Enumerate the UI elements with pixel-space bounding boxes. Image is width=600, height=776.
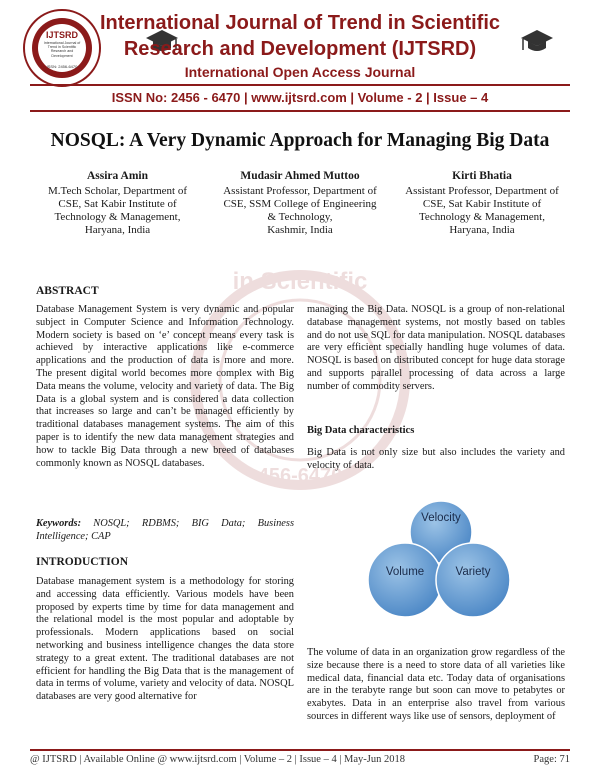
introduction-body: Database management system is a methodology for storing and accessing data efficiently. Various models have been proposed by experts time by time for data management and the relational model is the most popular and adoptable by professionals. Modern applications based on social networking and business intelligence changes the data store strategy to a great extent. The traditional databases are not efficient for handling the Big Data that is the management of data in terms of volume, variety and velocity of data. NOSQL databases are very good alternative for [36, 576, 294, 703]
author-affiliation: Haryana, India [84, 224, 151, 236]
author-affiliation: CSE, SSM College of Engineering [223, 198, 377, 210]
abstract-heading: ABSTRACT [36, 285, 99, 297]
journal-title-line1: International Journal of Trend in Scientific [99, 12, 501, 34]
author-affiliation: Kashmir, India [267, 224, 333, 236]
journal-title-line2: Research and Development (IJTSRD) [123, 38, 477, 60]
logo-issn: ISSN: 2456-6470 [46, 64, 78, 69]
author-1 [30, 170, 205, 237]
keywords-text: NOSQL; RDBMS; BIG Data; Business Intelligence; CAP [36, 518, 294, 542]
velocity-label: Velocity [421, 512, 461, 524]
keywords-label: Keywords: [36, 518, 82, 529]
paper-title: NOSQL: A Very Dynamic Approach for Managing Big Data [50, 130, 550, 151]
header-rule-bottom [30, 110, 570, 112]
variety-label: Variety [455, 566, 491, 578]
author-affiliation: M.Tech Scholar, Department of [48, 185, 187, 197]
big-data-3v-diagram [355, 498, 525, 628]
right-paragraph-1: managing the Big Data. NOSQL is a group of non-relational database management systems, not mostly based on tables and do not use SQL for data manipulation. NOSQL databases are very efficient specially handling huge volumes of data. NOSQL is based on distributed concept for huge data storage and supports parallel processing of data across a large number of commodity servers. [307, 304, 565, 392]
watermark-text-bottom: 456-6470 [257, 465, 343, 487]
introduction-heading: INTRODUCTION [36, 556, 129, 568]
right-paragraph-2: Big Data is not only size but also includes the variety and velocity of data. [307, 447, 565, 471]
author-affiliation: Assistant Professor, Department of [405, 185, 559, 197]
author-name: Mudasir Ahmed Muttoo [240, 170, 360, 182]
page-number: Page: 71 [533, 754, 570, 765]
author-affiliation: Technology & Management, [418, 211, 545, 223]
bigdata-heading: Big Data characteristics [307, 425, 415, 436]
author-affiliation: CSE, Sat Kabir Institute of [422, 198, 542, 210]
author-2 [210, 170, 390, 237]
issn-line: ISSN No: 2456 - 6470 | www.ijtsrd.com | Volume - 2 | Issue – 4 [111, 90, 489, 105]
volume-circle [368, 543, 442, 617]
abstract-body: Database Management System is very dynamic and popular subject in Computer Science and Information Technology. Modern society is based on ‘e’ concept means every task is achieved by interactive applications like e-commerce applications and the production of data is more and more. The present digital world becomes more complex with Big Data means the volume, velocity and variety of data. The Big Data is a global system and is considered a data collection that increases so large and can’t be managed efficiently by traditional databases management systems. The aim of this paper is to identify the new data management strategies and how to tackle Big Data through a new breed of databases commonly known as NOSQL databases. [36, 304, 294, 469]
header-rule-top [30, 84, 570, 86]
variety-circle [436, 543, 510, 617]
footer [30, 754, 570, 765]
footer-rule [30, 749, 570, 751]
watermark-text-top: in Scientific [232, 268, 368, 295]
logo-subtext: International Journal of Trend in Scientific Research and Development [43, 41, 81, 58]
volume-label: Volume [385, 566, 425, 578]
keywords [36, 518, 294, 544]
author-affiliation: & Technology, [267, 211, 333, 223]
right-paragraph-3: The volume of data in an organization grow regardless of the size because there is a need to store data of all varieties like medical data, financial data etc. Today data of organisations are in the terabyte range but soon can move to petabytes or exabytes. Data in an enterprise also travel from various sources in different ways like use of sensors, deployment of [307, 647, 565, 722]
logo-text: IJTSRD [45, 30, 78, 40]
footer-text: @ IJTSRD | Available Online @ www.ijtsrd.com | Volume – 2 | Issue – 4 | May-Jun 2018 [30, 754, 406, 765]
author-name: Kirti Bhatia [452, 170, 512, 182]
author-affiliation: CSE, Sat Kabir Institute of [58, 198, 177, 210]
author-3 [392, 170, 572, 237]
author-name: Assira Amin [86, 170, 149, 182]
journal-subtitle: International Open Access Journal [184, 64, 416, 80]
author-affiliation: Assistant Professor, Department of [223, 185, 377, 197]
author-affiliation: Technology & Management, [54, 211, 181, 223]
author-affiliation: Haryana, India [449, 224, 515, 236]
